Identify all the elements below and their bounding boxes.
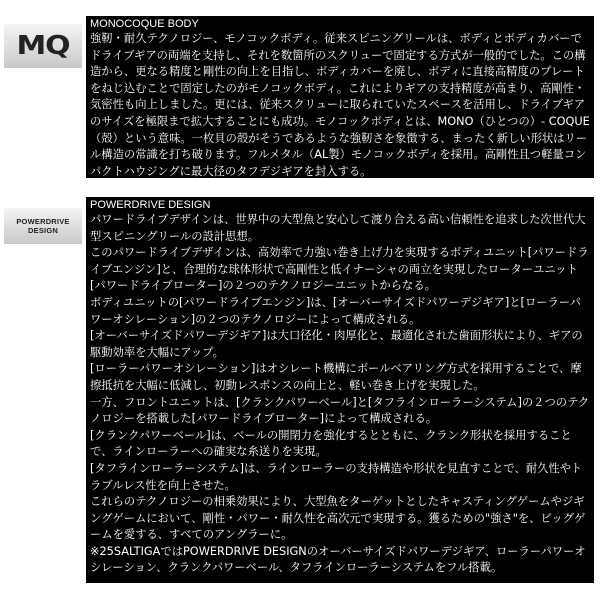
mq-logo bbox=[4, 24, 82, 68]
monocoque-section bbox=[86, 16, 594, 178]
powerdrive-paragraph: [ローラーパワーオシレーション]はオシレート機構にボールベアリング方式を採用することで、摩擦抵抗を大幅に低減し、初動レスポンスの向上と、軽い巻き上げを実現した。 bbox=[90, 362, 582, 392]
powerdrive-paragraph: ボディユニットの[パワードライブエンジン]は、[オーバーサイズドパワーデジギア]と[ローラーパワーオシレーション]の２つのテクノロジーによって構成される。 bbox=[90, 295, 581, 326]
powerdrive-paragraph: これらのテクノロジーの相乗効果により、大型魚をターゲットとしたキャスティングゲームやジギングゲームにおいて、剛性・パワー・耐久性を高次元で実現する。獲るための"強さ"を、ビッグゲームを愛する、すべてのアングラーに。 bbox=[90, 495, 586, 542]
powerdrive-logo-line1: POWERDRIVE bbox=[16, 217, 70, 226]
monocoque-heading: MONOCOQUE BODY bbox=[90, 18, 199, 30]
powerdrive-section bbox=[86, 197, 594, 583]
powerdrive-paragraph: 一方、フロントユニットは、[クランクパワーベール]と[タフラインローラーシステム]の２つのテクノロジーを搭載した[パワードライブローター]によって構成される。 bbox=[90, 395, 590, 426]
monocoque-body: 強靭・耐久テクノロジー、モノコックボディ。従来スピニングリールは、ボディとボディカバーでドライブギアの両端を支持し、それを数箇所のスクリューで固定する方式が一般的でした。この構造から、更なる精度と剛性の向上を目指し、ボディカバーを廃し、ボディに直接高精度のプレートをねじ込むことで固定したのがモノコックボディ。これによりギアの支持精度が高まり、高剛性・気密性も向上しました。更には、従来スクリューに取られていたスペースを活用し、ドライブギアのサイズを極限まで拡大することにも成功。モノコックボディとは、MONO（ひとつの）- COQUE（殻）という意味。一枚貝の殻がそうであるような強靭さを象徴する、まったく新しい形状はリール構造の常識を打ち破ります。フルメタル（AL製）モノコックボディを採用。高剛性且つ軽量コンパクトハウジングに最大径のタフデジギアを封入する。 bbox=[90, 32, 590, 178]
mq-logo-text: MQ bbox=[16, 31, 70, 61]
powerdrive-design-logo bbox=[4, 208, 82, 244]
powerdrive-paragraph: このパワードライブデザインは、高効率で力強い巻き上げ力を実現するボディユニット[パワードライブエンジン]と、合理的な球体形状で高剛性と低イナーシャの両立を実現したローターユニット[パワードライブローター]の２つのテクノロジーユニットからなる。 bbox=[90, 246, 589, 293]
powerdrive-paragraph: [クランクパワーベール]は、ベールの開閉力を強化するとともに、クランク形状を採用することで、ラインローラーへの確実な糸送りを実現。 bbox=[90, 428, 572, 459]
powerdrive-paragraph: [タフラインローラーシステム]は、ラインローラーの支持構造や形状を見直すことで、耐久性やトラブルレス性を向上させた。 bbox=[90, 461, 583, 492]
powerdrive-logo-line2: DESIGN bbox=[28, 226, 58, 235]
powerdrive-heading: POWERDRIVE DESIGN bbox=[90, 199, 211, 211]
powerdrive-paragraph: [オーバーサイズドパワーデジギア]は大口径化・肉厚化と、最適化された歯面形状により、ギアの駆動効率を大幅にアップ。 bbox=[90, 329, 583, 359]
powerdrive-paragraph: パワードライブデザインは、世界中の大型魚と安心して渡り合える高い信頼性を追求した次世代大型スピニングリールの設計思想。 bbox=[90, 213, 586, 243]
powerdrive-note: ※25SALTIGAではPOWERDRIVE DESIGNのオーバーサイズドパワーデジギア、ローラーパワーオシレーション、クランクパワーベール、タフラインローラーシステムをフル搭載。 bbox=[90, 544, 586, 575]
